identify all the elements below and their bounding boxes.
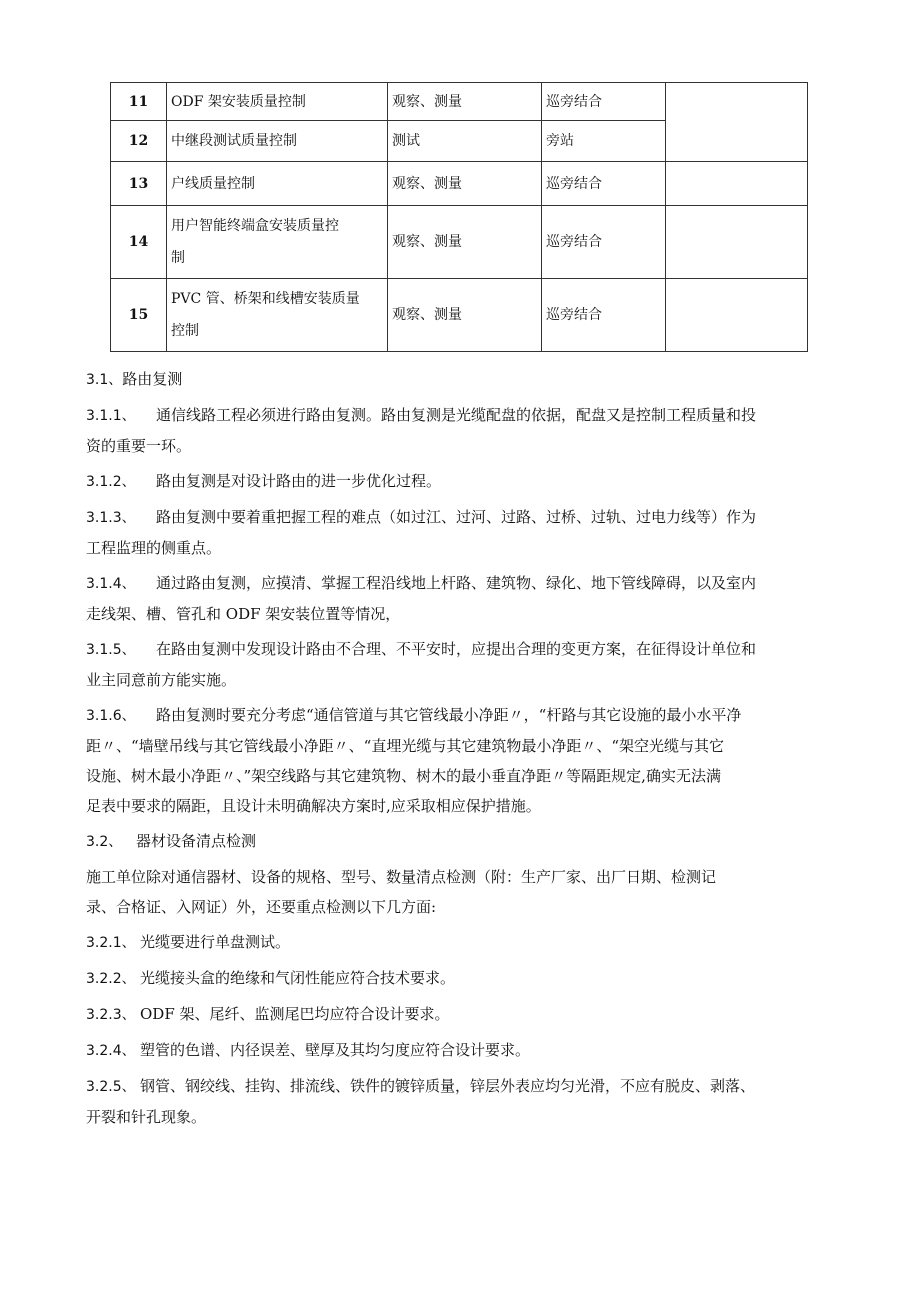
clause-number: 3.2.2、 <box>86 971 136 987</box>
paragraph-continuation: 资的重要一环。 <box>86 437 192 455</box>
paragraph-text: 光缆要进行单盘测试。 <box>140 933 291 951</box>
remarks-cell <box>666 83 808 162</box>
paragraph-3-2-2 <box>86 963 846 994</box>
inspection-method: 测试 <box>388 121 542 162</box>
supervision-mode: 巡旁结合 <box>542 162 666 206</box>
clause-number: 3.1.6、 <box>86 708 136 724</box>
clause-number: 3.2.4、 <box>86 1043 136 1059</box>
section-number: 3.1、 <box>86 372 123 388</box>
paragraph-continuation: 工程监理的侧重点。 <box>86 539 222 557</box>
section-title: 路由复测 <box>122 370 183 388</box>
control-item-line: PVC 管、桥架和线槽安装质量 <box>171 291 360 307</box>
remarks-cell <box>666 162 808 206</box>
supervision-mode: 巡旁结合 <box>542 83 666 121</box>
paragraph-3-2-3 <box>86 999 846 1030</box>
paragraph-3-2-4 <box>86 1035 846 1066</box>
paragraph-3-1-5 <box>86 634 846 665</box>
supervision-mode: 旁站 <box>542 121 666 162</box>
table-row <box>111 162 808 206</box>
paragraph-text: 路由复测是对设计路由的进一步优化过程。 <box>156 472 442 490</box>
document-body <box>86 364 846 1132</box>
paragraph-text: 通信线路工程必须进行路由复测。路由复测是光缆配盘的依据，配盘又是控制工程质量和投 <box>156 406 757 424</box>
section-title: 器材设备清点检测 <box>136 832 257 850</box>
paragraph-continuation: 足表中要求的隔距，且设计未明确解决方案时,应采取相应保护措施。 <box>86 797 541 815</box>
paragraph-continuation: 设施、树木最小净距〃、”架空线路与其它建筑物、树木的最小垂直净距〃等隔距规定,确实无法满 <box>86 767 721 785</box>
paragraph-3-1-2 <box>86 466 846 497</box>
section-heading-3-1 <box>86 364 846 395</box>
clause-number: 3.2.1、 <box>86 935 136 951</box>
remarks-cell <box>666 279 808 352</box>
control-item: 中继段测试质量控制 <box>167 121 388 162</box>
control-item: 户线质量控制 <box>167 162 388 206</box>
inspection-method: 观察、测量 <box>388 279 542 352</box>
clause-number: 3.2.5、 <box>86 1079 136 1095</box>
row-number: 15 <box>111 279 167 352</box>
paragraph-text: 塑管的色谱、内径误差、壁厚及其均匀度应符合设计要求。 <box>140 1041 531 1059</box>
inspection-method: 观察、测量 <box>388 83 542 121</box>
paragraph-text: 钢管、钢绞线、挂钩、排流线、铁件的镀锌质量，锌层外表应均匀光滑，不应有脱皮、剥落、 <box>140 1077 756 1095</box>
control-item <box>167 206 388 279</box>
clause-number: 3.1.3、 <box>86 510 136 526</box>
clause-number: 3.1.4、 <box>86 576 136 592</box>
control-item-line: 制 <box>171 250 185 266</box>
section-number: 3.2、 <box>86 834 123 850</box>
section-heading-3-2 <box>86 826 846 857</box>
paragraph-text: ODF 架、尾纤、监测尾巴均应符合设计要求。 <box>140 1005 450 1023</box>
paragraph-text: 光缆接头盒的绝缘和气闭性能应符合技术要求。 <box>140 969 456 987</box>
row-number: 14 <box>111 206 167 279</box>
paragraph-3-1-1 <box>86 400 846 431</box>
clause-number: 3.1.5、 <box>86 642 136 658</box>
paragraph-continuation: 业主同意前方能实施。 <box>86 671 237 689</box>
supervision-mode: 巡旁结合 <box>542 279 666 352</box>
paragraph-3-1-4 <box>86 568 846 599</box>
row-number: 12 <box>111 121 167 162</box>
control-item: ODF 架安装质量控制 <box>167 83 388 121</box>
quality-control-table <box>110 82 808 352</box>
control-item-line: 控制 <box>171 323 199 339</box>
paragraph-3-2-intro: 施工单位除对通信器材、设备的规格、型号、数量清点检测（附：生产厂家、出厂日期、检测记 <box>86 868 717 886</box>
clause-number: 3.1.2、 <box>86 474 136 490</box>
table-row <box>111 83 808 121</box>
paragraph-text: 通过路由复测，应摸清、掌握工程沿线地上杆路、建筑物、绿化、地下管线障碍，以及室内 <box>156 574 757 592</box>
row-number: 11 <box>111 83 167 121</box>
row-number: 13 <box>111 162 167 206</box>
paragraph-continuation: 开裂和针孔现象。 <box>86 1108 207 1126</box>
supervision-mode: 巡旁结合 <box>542 206 666 279</box>
paragraph-continuation: 走线架、槽、管孔和 ODF 架安装位置等情况， <box>86 605 401 623</box>
paragraph-3-2-5 <box>86 1071 846 1102</box>
inspection-method: 观察、测量 <box>388 162 542 206</box>
inspection-method: 观察、测量 <box>388 206 542 279</box>
paragraph-3-1-3 <box>86 502 846 533</box>
table-row <box>111 279 808 352</box>
paragraph-continuation: 距〃、“墙壁吊线与其它管线最小净距〃、“直埋光缆与其它建筑物最小净距〃、“架空光缆与其它 <box>86 737 725 755</box>
paragraph-3-2-1 <box>86 927 846 958</box>
paragraph-text: 路由复测时要充分考虑“通信管道与其它管线最小净距〃，“杆路与其它设施的最小水平净 <box>156 706 742 724</box>
control-item <box>167 279 388 352</box>
paragraph-continuation: 录、合格证、入网证）外，还要重点检测以下几方面: <box>86 898 437 916</box>
table-row <box>111 206 808 279</box>
paragraph-text: 路由复测中要着重把握工程的难点（如过江、过河、过路、过桥、过轨、过电力线等）作为 <box>156 508 757 526</box>
clause-number: 3.2.3、 <box>86 1007 136 1023</box>
clause-number: 3.1.1、 <box>86 408 136 424</box>
paragraph-3-1-6 <box>86 700 846 731</box>
remarks-cell <box>666 206 808 279</box>
control-item-line: 用户智能终端盒安装质量控 <box>171 218 339 234</box>
paragraph-text: 在路由复测中发现设计路由不合理、不平安时，应提出合理的变更方案，在征得设计单位和 <box>156 640 757 658</box>
